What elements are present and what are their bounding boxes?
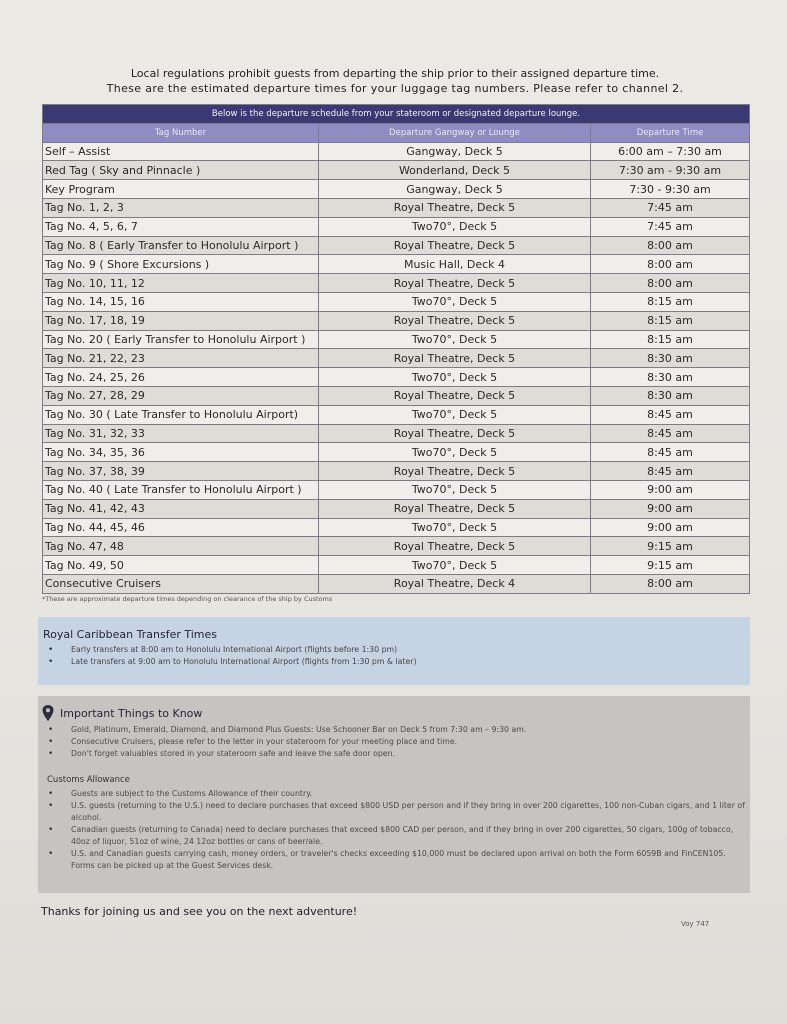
tag-number-cell: Tag No. 4, 5, 6, 7 bbox=[43, 217, 319, 236]
intro-line-1: Local regulations prohibit guests from departing the ship prior to their assigned departure time. bbox=[130, 67, 660, 80]
table-row bbox=[43, 292, 750, 311]
departure-location-cell: Royal Theatre, Deck 5 bbox=[319, 349, 591, 368]
customs-title: Customs Allowance bbox=[47, 775, 130, 785]
departure-time-cell: 9:15 am bbox=[591, 537, 750, 556]
departure-location-cell: Royal Theatre, Deck 5 bbox=[319, 274, 591, 293]
departure-location-cell: Two70°, Deck 5 bbox=[319, 368, 591, 387]
departure-time-cell: 8:00 am bbox=[591, 236, 750, 255]
departure-time-cell: 9:00 am bbox=[591, 518, 750, 537]
intro-line-2: These are the estimated departure times for your luggage tag numbers. Please refer to channel 2. bbox=[106, 82, 684, 95]
table-row bbox=[43, 161, 750, 180]
departure-location-cell: Royal Theatre, Deck 4 bbox=[319, 574, 591, 593]
list-item: • Late transfers at 9:00 am to Honolulu International Airport (flights from 1:30 pm & later) bbox=[38, 656, 750, 668]
departure-time-cell: 8:45 am bbox=[591, 462, 750, 481]
departure-location-cell: Gangway, Deck 5 bbox=[319, 180, 591, 199]
departure-time-cell: 9:00 am bbox=[591, 480, 750, 499]
table-row bbox=[43, 180, 750, 199]
table-row bbox=[43, 480, 750, 499]
tag-number-cell: Tag No. 30 ( Late Transfer to Honolulu Airport) bbox=[43, 405, 319, 424]
departure-schedule-table bbox=[42, 104, 750, 594]
departure-time-cell: 8:00 am bbox=[591, 255, 750, 274]
important-list bbox=[38, 724, 750, 760]
departure-location-cell: Royal Theatre, Deck 5 bbox=[319, 424, 591, 443]
table-row bbox=[43, 518, 750, 537]
departure-location-cell: Music Hall, Deck 4 bbox=[319, 255, 591, 274]
transfer-list bbox=[38, 644, 750, 668]
list-item: • Consecutive Cruisers, please refer to the letter in your stateroom for your meeting place and time. bbox=[38, 736, 750, 748]
departure-time-cell: 8:30 am bbox=[591, 368, 750, 387]
table-row bbox=[43, 405, 750, 424]
departure-time-cell: 7:30 am - 9:30 am bbox=[591, 161, 750, 180]
tag-number-cell: Tag No. 20 ( Early Transfer to Honolulu Airport ) bbox=[43, 330, 319, 349]
table-row bbox=[43, 443, 750, 462]
departure-time-cell: 8:00 am bbox=[591, 274, 750, 293]
table-row bbox=[43, 217, 750, 236]
table-row bbox=[43, 274, 750, 293]
tag-number-cell: Tag No. 40 ( Late Transfer to Honolulu Airport ) bbox=[43, 480, 319, 499]
departure-time-cell: 7:45 am bbox=[591, 217, 750, 236]
tag-number-cell: Tag No. 37, 38, 39 bbox=[43, 462, 319, 481]
departure-location-cell: Royal Theatre, Deck 5 bbox=[319, 236, 591, 255]
departure-location-cell: Wonderland, Deck 5 bbox=[319, 161, 591, 180]
tag-number-cell: Consecutive Cruisers bbox=[43, 574, 319, 593]
departure-time-cell: 8:15 am bbox=[591, 292, 750, 311]
list-item: • Guests are subject to the Customs Allowance of their country. bbox=[38, 788, 750, 800]
table-row bbox=[43, 462, 750, 481]
departure-location-cell: Royal Theatre, Deck 5 bbox=[319, 386, 591, 405]
header-tag-number: Tag Number bbox=[43, 123, 319, 142]
tag-number-cell: Tag No. 41, 42, 43 bbox=[43, 499, 319, 518]
table-footnote: *These are approximate departure times depending on clearance of the ship by Customs bbox=[42, 595, 333, 603]
tag-number-cell: Key Program bbox=[43, 180, 319, 199]
departure-time-cell: 8:45 am bbox=[591, 443, 750, 462]
departure-time-cell: 7:45 am bbox=[591, 198, 750, 217]
departure-location-cell: Two70°, Deck 5 bbox=[319, 330, 591, 349]
departure-location-cell: Two70°, Deck 5 bbox=[319, 518, 591, 537]
departure-location-cell: Royal Theatre, Deck 5 bbox=[319, 499, 591, 518]
transfer-title: Royal Caribbean Transfer Times bbox=[43, 628, 218, 641]
list-item: • Gold, Platinum, Emerald, Diamond, and Diamond Plus Guests: Use Schooner Bar on Deck 5 from 7:30 am – 9:30 am. bbox=[38, 724, 750, 736]
table-row bbox=[43, 330, 750, 349]
departure-location-cell: Two70°, Deck 5 bbox=[319, 556, 591, 575]
pin-icon bbox=[42, 705, 54, 721]
tag-number-cell: Tag No. 27, 28, 29 bbox=[43, 386, 319, 405]
tag-number-cell: Tag No. 21, 22, 23 bbox=[43, 349, 319, 368]
list-item: • Don't forget valuables stored in your stateroom safe and leave the safe door open. bbox=[38, 748, 750, 760]
table-row bbox=[43, 368, 750, 387]
departure-time-cell: 8:30 am bbox=[591, 386, 750, 405]
table-banner: Below is the departure schedule from your stateroom or designated departure lounge. bbox=[43, 105, 750, 124]
departure-time-cell: 8:00 am bbox=[591, 574, 750, 593]
departure-location-cell: Royal Theatre, Deck 5 bbox=[319, 462, 591, 481]
departure-location-cell: Two70°, Deck 5 bbox=[319, 480, 591, 499]
departure-location-cell: Gangway, Deck 5 bbox=[319, 142, 591, 161]
table-row bbox=[43, 556, 750, 575]
table-row bbox=[43, 255, 750, 274]
list-item: • U.S. and Canadian guests carrying cash, money orders, or traveler's checks exceeding $10,000 must be declared upon arrival on both the Form 6059B and FinCEN105. Forms can be picked up at the Guest Services desk. bbox=[38, 848, 750, 872]
departure-time-cell: 8:15 am bbox=[591, 330, 750, 349]
header-departure-time: Departure Time bbox=[591, 123, 750, 142]
table-row bbox=[43, 499, 750, 518]
departure-location-cell: Two70°, Deck 5 bbox=[319, 292, 591, 311]
tag-number-cell: Tag No. 47, 48 bbox=[43, 537, 319, 556]
departure-time-cell: 8:30 am bbox=[591, 349, 750, 368]
table-row bbox=[43, 386, 750, 405]
tag-number-cell: Tag No. 14, 15, 16 bbox=[43, 292, 319, 311]
departure-location-cell: Two70°, Deck 5 bbox=[319, 405, 591, 424]
tag-number-cell: Tag No. 9 ( Shore Excursions ) bbox=[43, 255, 319, 274]
table-row bbox=[43, 349, 750, 368]
table-row bbox=[43, 311, 750, 330]
tag-number-cell: Tag No. 44, 45, 46 bbox=[43, 518, 319, 537]
intro-text bbox=[40, 66, 750, 96]
important-title: Important Things to Know bbox=[60, 706, 203, 720]
tag-number-cell: Tag No. 10, 11, 12 bbox=[43, 274, 319, 293]
table-body bbox=[43, 142, 750, 593]
tag-number-cell: Self – Assist bbox=[43, 142, 319, 161]
table-row bbox=[43, 537, 750, 556]
tag-number-cell: Tag No. 8 ( Early Transfer to Honolulu Airport ) bbox=[43, 236, 319, 255]
closing-message: Thanks for joining us and see you on the next adventure! bbox=[41, 905, 358, 918]
tag-number-cell: Tag No. 31, 32, 33 bbox=[43, 424, 319, 443]
departure-time-cell: 6:00 am – 7:30 am bbox=[591, 142, 750, 161]
transfer-times-box bbox=[38, 617, 750, 685]
list-item: • U.S. guests (returning to the U.S.) need to declare purchases that exceed $800 USD per person and if they bring in over 200 cigarettes, 100 non-Cuban cigars, and 1 liter of alcohol. bbox=[38, 800, 750, 824]
departure-time-cell: 8:45 am bbox=[591, 405, 750, 424]
tag-number-cell: Tag No. 49, 50 bbox=[43, 556, 319, 575]
header-departure-location: Departure Gangway or Lounge bbox=[319, 123, 591, 142]
departure-time-cell: 8:15 am bbox=[591, 311, 750, 330]
tag-number-cell: Tag No. 17, 18, 19 bbox=[43, 311, 319, 330]
tag-number-cell: Tag No. 24, 25, 26 bbox=[43, 368, 319, 387]
departure-location-cell: Two70°, Deck 5 bbox=[319, 443, 591, 462]
customs-list bbox=[38, 788, 750, 872]
tag-number-cell: Red Tag ( Sky and Pinnacle ) bbox=[43, 161, 319, 180]
list-item: • Canadian guests (returning to Canada) need to declare purchases that exceed $800 CAD per person, and if they bring in over 200 cigarettes, 50 cigars, 100g of tobacco, 40oz of liquor, 51oz of wine, 24 12oz bottles or cans of beer/ale. bbox=[38, 824, 750, 848]
departure-location-cell: Royal Theatre, Deck 5 bbox=[319, 537, 591, 556]
table-row bbox=[43, 424, 750, 443]
table-row bbox=[43, 198, 750, 217]
voyage-number: Voy 747 bbox=[681, 920, 710, 928]
important-info-box bbox=[38, 696, 750, 893]
departure-time-cell: 9:15 am bbox=[591, 556, 750, 575]
departure-time-cell: 9:00 am bbox=[591, 499, 750, 518]
tag-number-cell: Tag No. 34, 35, 36 bbox=[43, 443, 319, 462]
departure-location-cell: Royal Theatre, Deck 5 bbox=[319, 198, 591, 217]
tag-number-cell: Tag No. 1, 2, 3 bbox=[43, 198, 319, 217]
table-row bbox=[43, 236, 750, 255]
table-row bbox=[43, 574, 750, 593]
departure-location-cell: Royal Theatre, Deck 5 bbox=[319, 311, 591, 330]
departure-time-cell: 7:30 - 9:30 am bbox=[591, 180, 750, 199]
list-item: • Early transfers at 8:00 am to Honolulu International Airport (flights before 1:30 pm) bbox=[38, 644, 750, 656]
table-row bbox=[43, 142, 750, 161]
departure-location-cell: Two70°, Deck 5 bbox=[319, 217, 591, 236]
important-heading bbox=[42, 705, 750, 721]
departure-time-cell: 8:45 am bbox=[591, 424, 750, 443]
